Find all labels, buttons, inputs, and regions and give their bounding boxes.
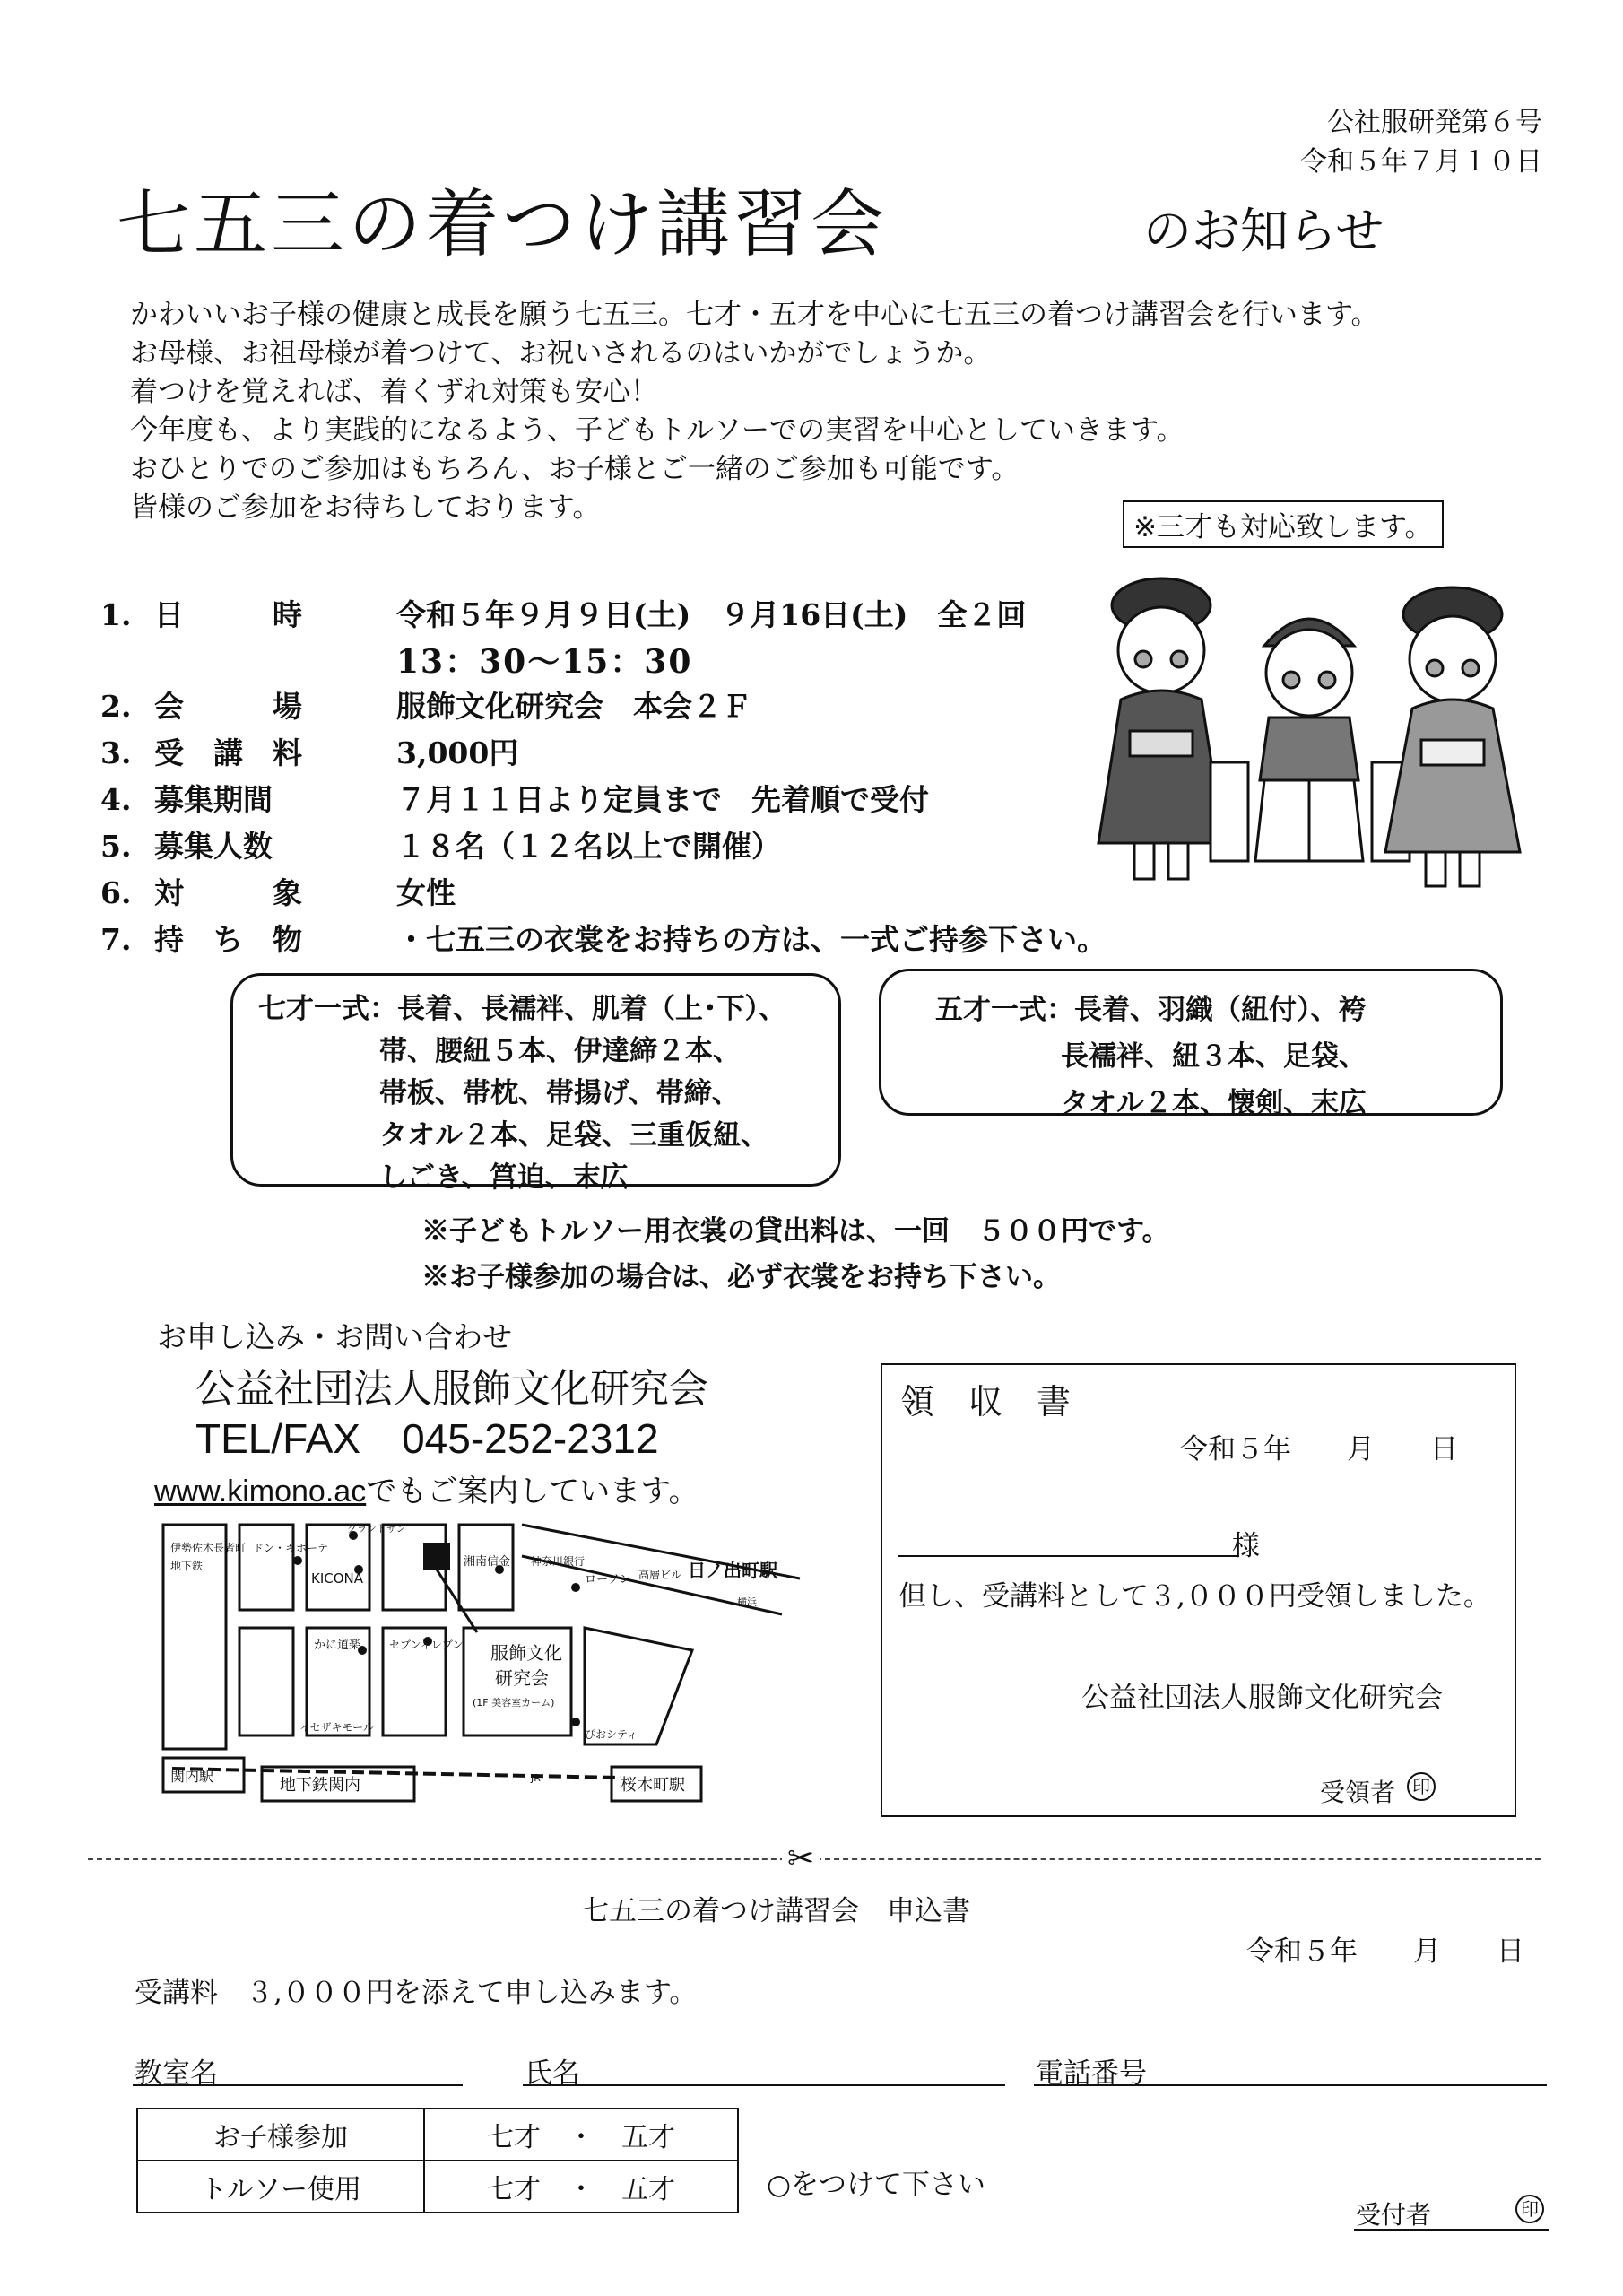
detail-row-capacity	[100, 823, 781, 865]
map-label: (1F 美容室カーム)	[473, 1697, 555, 1709]
detail-row-date	[100, 592, 1026, 634]
detail-row-target	[100, 870, 456, 912]
seven-year-item-line: しごき、筥迫、末広	[379, 1161, 629, 1194]
age-options[interactable]: 七才 ・ 五才	[424, 2161, 738, 2213]
receipt-date: 令和５年 月 日	[1180, 1433, 1458, 1465]
contact-organization: 公益社団法人服飾文化研究会	[195, 1367, 708, 1411]
intro-line: お母様、お祖母様が着つけて、お祝いされるのはいかがでしょうか。	[130, 337, 992, 370]
detail-num: 7.	[100, 922, 132, 957]
table-row	[137, 2109, 738, 2161]
receiver-line	[1354, 2229, 1549, 2231]
website-suffix: でもご案内しています。	[366, 1474, 699, 1509]
map-label: 神奈川銀行	[531, 1555, 586, 1568]
detail-value: ・七五三の衣裳をお持ちの方は、一式ご持参下さい。	[396, 922, 1107, 957]
children-kimono-illustration	[1067, 574, 1551, 897]
map-label: 湘南信金	[464, 1555, 511, 1569]
age-options[interactable]: 七才 ・ 五才	[424, 2109, 738, 2161]
intro-line: 今年度も、より実践的になるよう、子どもトルソーでの実習を中心としていきます。	[130, 414, 1185, 447]
page-subtitle: のお知らせ	[1143, 203, 1384, 259]
seven-year-item-line: タオル２本、足袋、三重仮紐、	[379, 1119, 768, 1152]
receipt-org: 公益社団法人服飾文化研究会	[1081, 1682, 1443, 1714]
intro-line: 皆様のご参加をお待ちしております。	[130, 491, 601, 524]
form-receiver: 受付者	[1356, 2200, 1432, 2230]
map-label: 研究会	[495, 1667, 549, 1689]
detail-num: 5.	[100, 829, 132, 864]
seven-year-item-line: 帯板、帯枕、帯揚げ、帯締、	[379, 1077, 740, 1109]
map-label: JR	[531, 1772, 541, 1784]
map-label: 地下鉄	[170, 1560, 204, 1572]
map-label: 日ノ出町駅	[688, 1560, 777, 1581]
bring-costume-note: ※お子様参加の場合は、必ず衣裳をお持ち下さい。	[421, 1261, 1061, 1293]
contact-tel-fax: TEL/FAX 045-252-2312	[195, 1415, 659, 1462]
map-label: グランドサン	[347, 1523, 406, 1535]
website-link[interactable]: www.kimono.ac	[154, 1474, 367, 1509]
intro-line: おひとりでのご参加はもちろん、お子様とご一緒のご参加も可能です。	[130, 453, 1020, 485]
detail-value: ７月１１日より定員まで 先着順で受付	[396, 782, 929, 817]
detail-label: 持 ち 物	[154, 922, 302, 957]
map-label: 横浜	[737, 1596, 757, 1608]
seven-year-item-line: 帯、腰紐５本、伊達締２本、	[379, 1035, 741, 1067]
phone-label: 電話番号	[1036, 2057, 1147, 2090]
map-label: イセザキモール	[299, 1721, 374, 1734]
detail-row-period	[100, 777, 929, 819]
map-label: かに道楽	[314, 1639, 361, 1652]
map-label: 桜木町駅	[621, 1776, 685, 1795]
map-label: 服飾文化	[490, 1642, 562, 1664]
name-field[interactable]	[523, 2084, 1005, 2086]
map-label: セブンイレブン	[389, 1639, 464, 1651]
detail-num: 3.	[100, 735, 132, 770]
detail-label: 受 講 料	[154, 735, 302, 770]
doc-number: 公社服研発第６号	[1327, 107, 1542, 138]
detail-value: １８名（１２名以上で開催）	[396, 829, 781, 864]
five-year-item-line: 長襦袢、紐３本、足袋、	[1061, 1040, 1367, 1073]
form-title: 七五三の着つけ講習会 申込書	[581, 1895, 970, 1927]
page-title: 七五三の着つけ講習会	[117, 182, 889, 267]
detail-num: 2.	[100, 689, 132, 724]
table-row	[137, 2161, 738, 2213]
receipt-seal: 印	[1407, 1772, 1436, 1801]
map-label: 伊勢佐木長者町	[170, 1542, 247, 1554]
detail-num: 4.	[100, 782, 132, 817]
detail-label: 募集期間	[154, 782, 273, 817]
receipt-title: 領 収 書	[900, 1382, 1072, 1422]
detail-label: 日 時	[154, 597, 302, 632]
five-year-items-box	[879, 969, 1503, 1119]
detail-value: 女性	[396, 875, 456, 910]
phone-field[interactable]	[1034, 2084, 1547, 2086]
detail-row-time	[100, 637, 692, 683]
three-year-note: ※三才も対応致します。	[1123, 500, 1444, 548]
classroom-field[interactable]	[133, 2084, 463, 2086]
map-label: 関内駅	[170, 1768, 214, 1785]
detail-num: 1.	[100, 597, 132, 632]
form-fee-text: 受講料 ３,０００円を添えて申し込みます。	[135, 1977, 698, 2009]
name-label: 氏名	[525, 2057, 580, 2090]
seven-year-item-line: 七才一式：長着、長襦袢、肌着（上･下）、	[258, 993, 786, 1025]
map-label: ぴおシティ	[585, 1728, 638, 1741]
intro-line: かわいいお子様の健康と成長を願う七五三。七才・五才を中心に七五三の着つけ講習会を行います。	[130, 299, 1379, 331]
participation-table	[136, 2108, 739, 2213]
row-label: トルソー使用	[137, 2161, 424, 2213]
receipt-receiver: 受領者	[1320, 1778, 1396, 1807]
receipt-box	[881, 1363, 1516, 1817]
detail-label: 会 場	[154, 689, 302, 724]
rental-note: ※子どもトルソー用衣裳の貸出料は、一回 ５００円です。	[421, 1215, 1170, 1248]
detail-row-venue	[100, 683, 751, 726]
detail-row-items	[100, 917, 1107, 959]
classroom-label: 教室名	[135, 2057, 218, 2090]
detail-label: 募集人数	[154, 829, 273, 864]
intro-line: 着つけを覚えれば、着くずれ対策も安心！	[130, 376, 658, 408]
issue-date: 令和５年７月１０日	[1300, 146, 1542, 178]
detail-label: 対 象	[154, 875, 302, 910]
five-year-item-line: タオル２本、懐剣、末広	[1061, 1087, 1367, 1119]
receipt-sama: 様	[1232, 1530, 1260, 1562]
map-label: 高層ビル	[638, 1569, 682, 1581]
form-seal: 印	[1515, 2195, 1544, 2223]
map-label: 地下鉄関内	[280, 1776, 360, 1795]
contact-web-line	[154, 1466, 699, 1510]
detail-num: 6.	[100, 875, 132, 910]
contact-heading: お申し込み・お問い合わせ	[157, 1319, 512, 1354]
detail-value: 服飾文化研究会 本会２Ｆ	[396, 689, 751, 724]
seven-year-items-box	[230, 973, 841, 1194]
circle-instruction: ○をつけて下さい	[767, 2169, 986, 2201]
access-map	[154, 1516, 818, 1812]
five-year-item-line: 五才一式：長着、羽織（紐付）、袴	[935, 994, 1367, 1026]
receipt-name-line	[898, 1555, 1239, 1557]
map-label: ローソン	[585, 1573, 631, 1587]
receipt-text: 但し、受講料として３,０００円受領しました。	[898, 1580, 1491, 1613]
row-label: お子様参加	[137, 2109, 424, 2161]
map-label: ドン・キホーテ	[253, 1542, 329, 1554]
document-number-block	[1300, 103, 1542, 182]
form-date: 令和５年 月 日	[1246, 1935, 1524, 1968]
scissors-icon: ✂	[782, 1840, 820, 1877]
detail-value: 13：30～15：30	[396, 643, 693, 681]
intro-text	[130, 296, 1379, 527]
detail-row-fee	[100, 730, 518, 772]
detail-value: 令和５年９月９日(土) ９月16日(土) 全２回	[396, 597, 1027, 632]
map-label: KICONA	[311, 1570, 364, 1587]
detail-value: 3,000円	[396, 735, 519, 770]
